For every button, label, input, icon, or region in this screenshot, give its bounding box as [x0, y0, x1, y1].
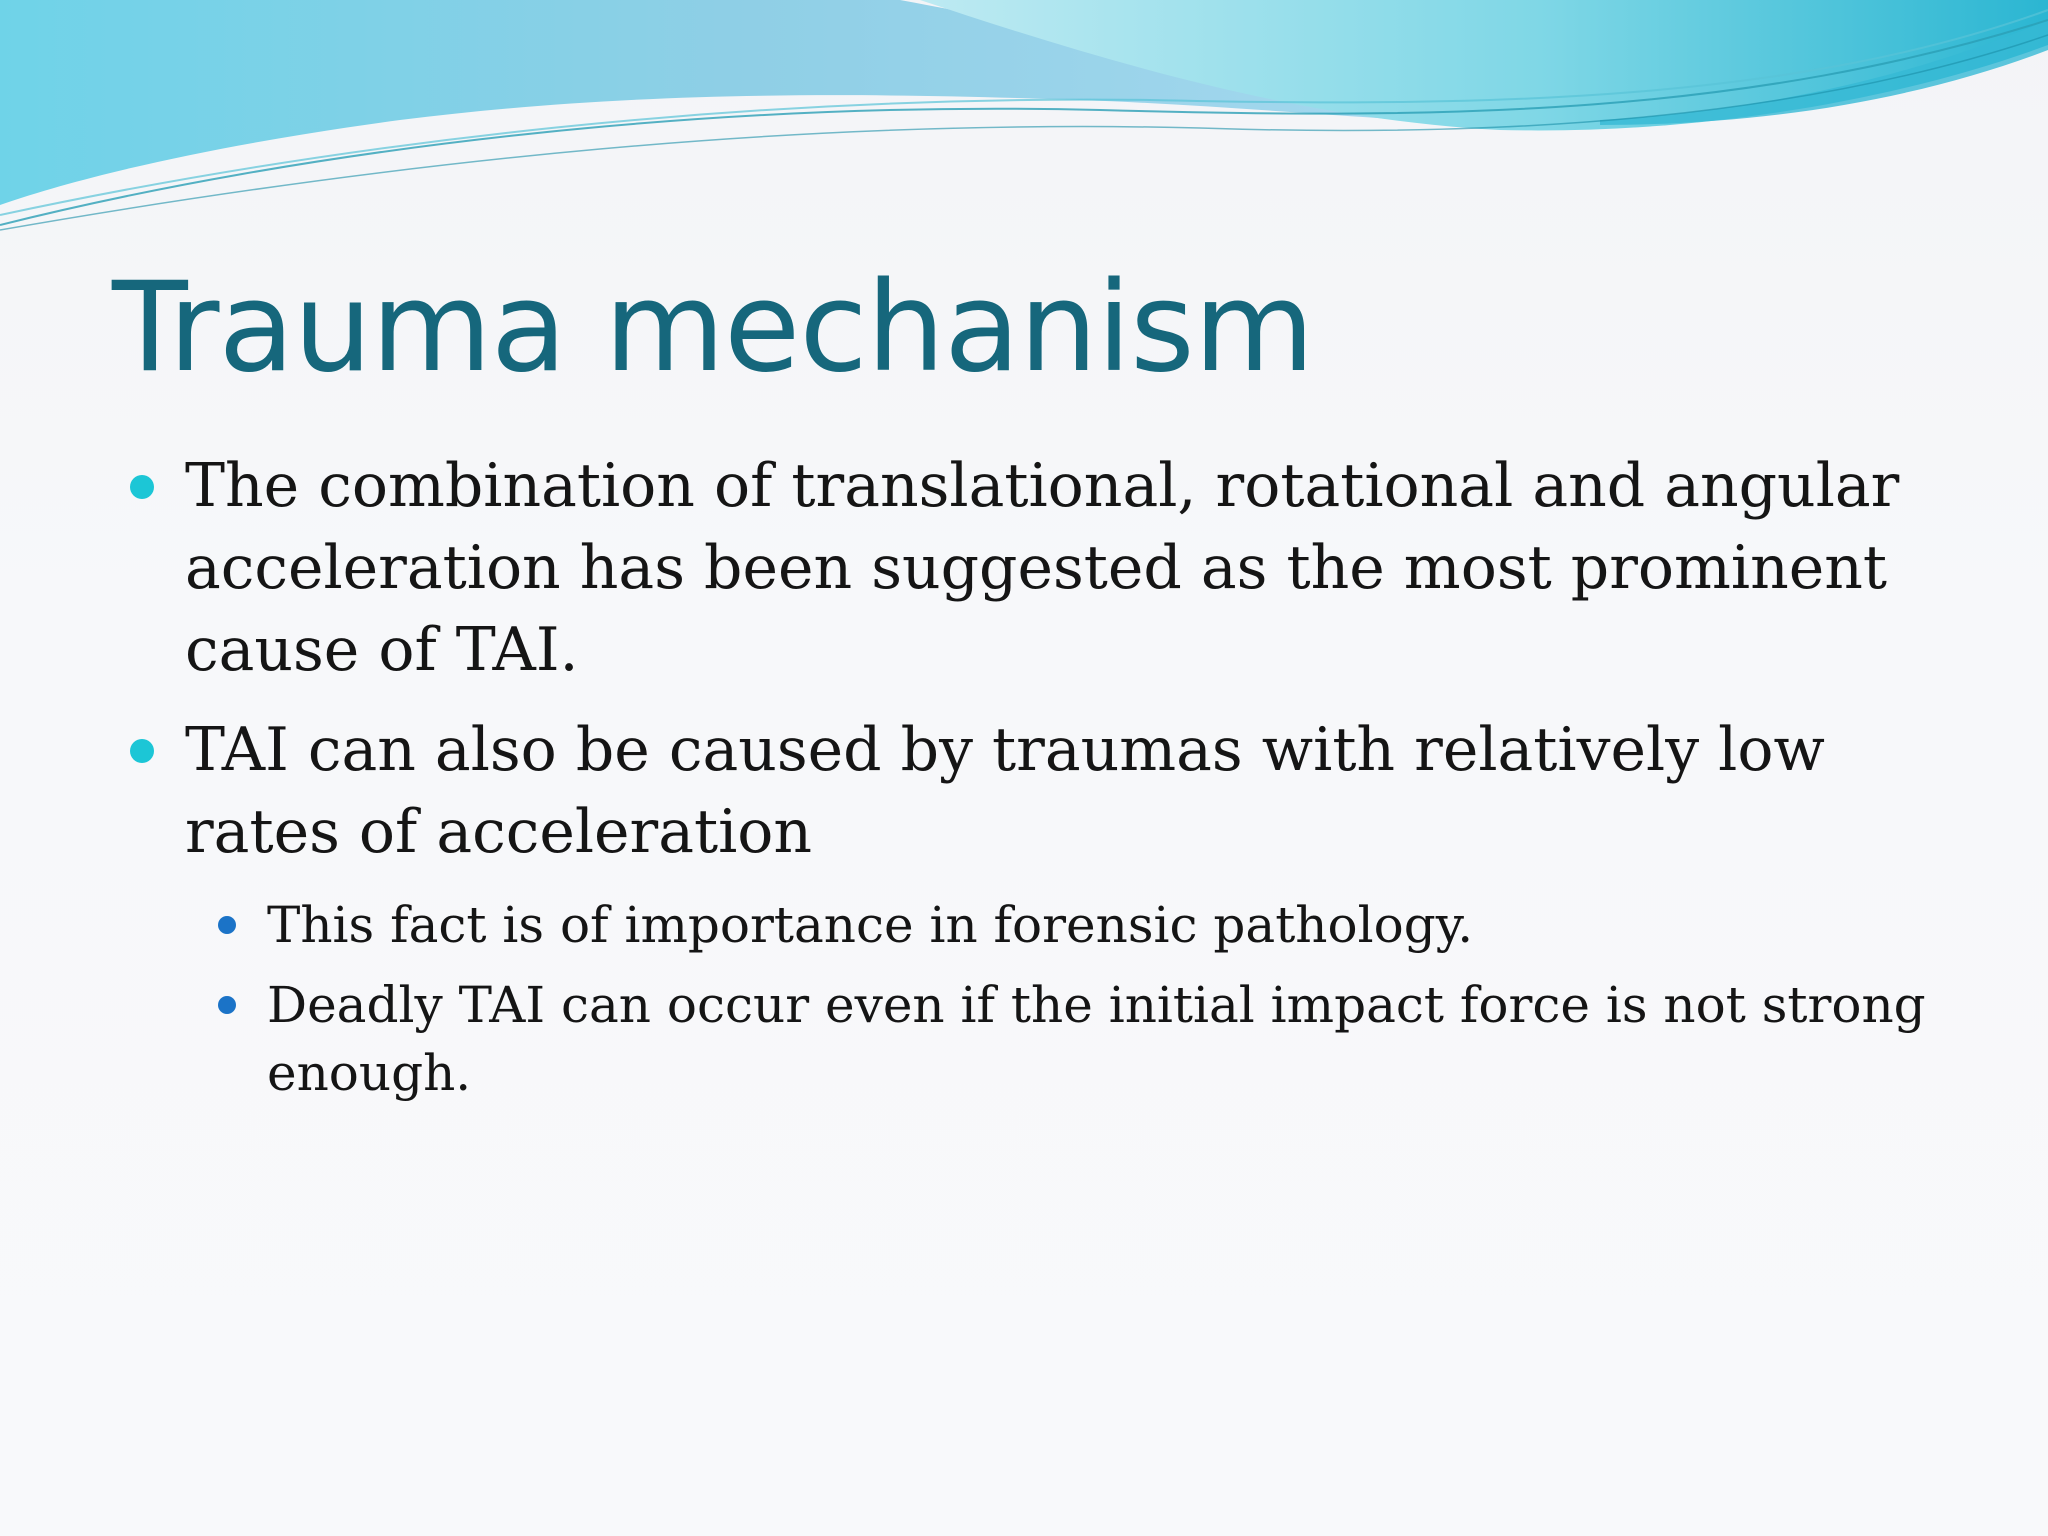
header-wave-decoration [0, 0, 2048, 240]
bullet-dot-icon [130, 475, 154, 499]
bullet-list [130, 445, 1930, 1119]
sub-bullet-list [130, 891, 1930, 1107]
bullet-item [130, 709, 1930, 873]
sub-bullet-item [130, 891, 1930, 959]
sub-bullet-text: Deadly TAI can occur even if the initial impact force is not strong enough. [267, 976, 1926, 1102]
sub-bullet-text: This fact is of importance in forensic pathology. [267, 896, 1474, 954]
bullet-item [130, 445, 1930, 691]
sub-bullet-dot-icon [218, 996, 236, 1014]
bullet-dot-icon [130, 739, 154, 763]
bullet-text: The combination of translational, rotational and angular acceleration has been suggested as the most prominent cause of TAI. [185, 451, 1900, 685]
sub-bullet-dot-icon [218, 916, 236, 934]
sub-bullet-item [130, 971, 1930, 1107]
slide-title: Trauma mechanism [112, 256, 1314, 400]
bullet-text: TAI can also be caused by traumas with relatively low rates of acceleration [185, 715, 1825, 867]
